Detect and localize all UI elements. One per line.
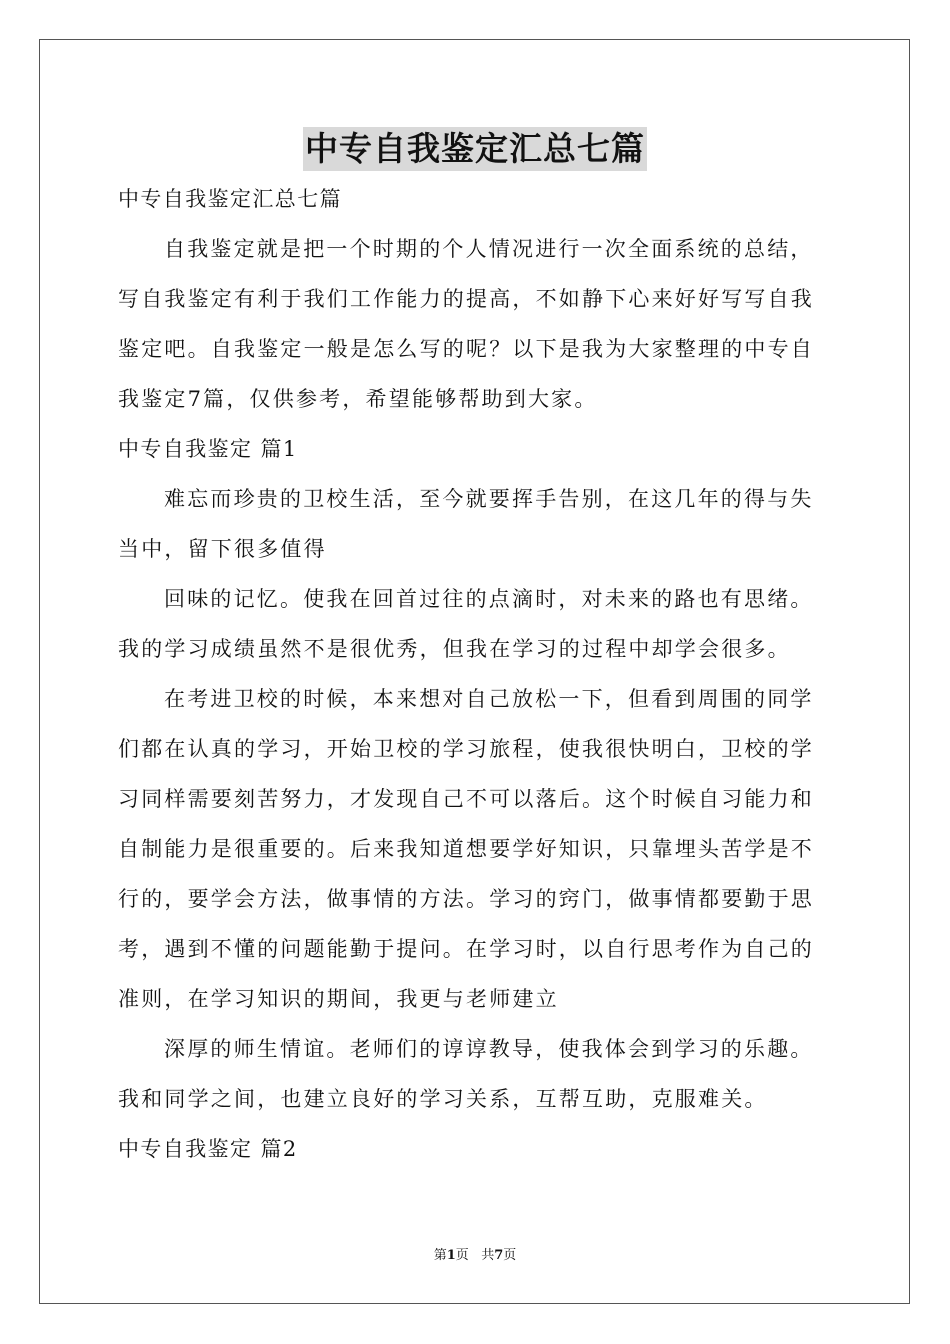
- paragraph-line: 写自我鉴定有利于我们工作能力的提高，不如静下心来好好写写自我: [118, 287, 814, 311]
- page-number: 1: [446, 1248, 456, 1263]
- paragraph-line: 当中，留下很多值得: [118, 537, 327, 561]
- title-area: [0, 127, 950, 171]
- paragraph-line: 们都在认真的学习，开始卫校的学习旅程，使我很快明白，卫校的学: [118, 737, 814, 761]
- page-prefix: 第: [433, 1248, 447, 1263]
- document-body: [118, 174, 838, 1174]
- paragraph-line: 鉴定吧。自我鉴定一般是怎么写的呢？以下是我为大家整理的中专自: [118, 337, 814, 361]
- section-heading: 中专自我鉴定汇总七篇: [118, 187, 342, 211]
- paragraph-line: 自我鉴定就是把一个时期的个人情况进行一次全面系统的总结，: [164, 237, 814, 261]
- page-footer: [0, 1247, 950, 1265]
- section-heading: 中专自我鉴定 篇1: [118, 437, 298, 461]
- paragraph-line: 自制能力是很重要的。后来我知道想要学好知识，只靠埋头苦学是不: [118, 837, 814, 861]
- paragraph-line: 行的，要学会方法，做事情的方法。学习的窍门，做事情都要勤于思: [118, 887, 814, 911]
- total-pages: 7: [494, 1248, 504, 1263]
- total-suffix: 页: [503, 1248, 517, 1263]
- paragraph-line: 考，遇到不懂的问题能勤于提问。在学习时，以自行思考作为自己的: [118, 937, 814, 961]
- section-heading: 中专自我鉴定 篇2: [118, 1137, 298, 1161]
- paragraph-line: 我和同学之间，也建立良好的学习关系，互帮互助，克服难关。: [118, 1087, 768, 1111]
- document-title: 中专自我鉴定汇总七篇: [303, 127, 647, 171]
- paragraph-line: 难忘而珍贵的卫校生活，至今就要挥手告别，在这几年的得与失: [164, 487, 814, 511]
- paragraph-line: 回味的记忆。使我在回首过往的点滴时，对未来的路也有思绪。: [164, 587, 814, 611]
- page-suffix: 页: [455, 1248, 469, 1263]
- paragraph-line: 我鉴定7篇，仅供参考，希望能够帮助到大家。: [118, 387, 598, 411]
- paragraph-line: 准则，在学习知识的期间，我更与老师建立: [118, 987, 559, 1011]
- paragraph-line: 在考进卫校的时候，本来想对自己放松一下，但看到周围的同学: [164, 687, 814, 711]
- paragraph-line: 深厚的师生情谊。老师们的谆谆教导，使我体会到学习的乐趣。: [164, 1037, 814, 1061]
- paragraph-line: 我的学习成绩虽然不是很优秀，但我在学习的过程中却学会很多。: [118, 637, 791, 661]
- total-prefix: 共: [481, 1248, 495, 1263]
- paragraph-line: 习同样需要刻苦努力，才发现自己不可以落后。这个时候自习能力和: [118, 787, 814, 811]
